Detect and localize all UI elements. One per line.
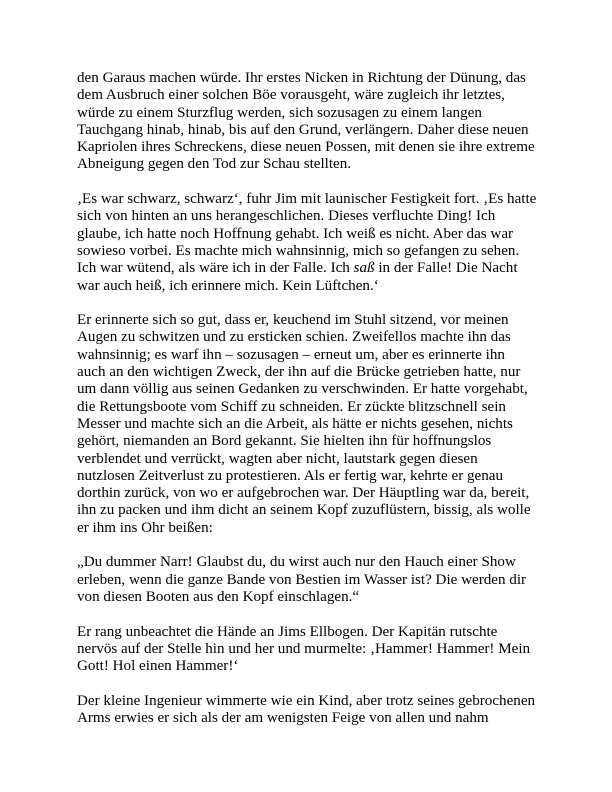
paragraph-2-text-end: in der Falle! Die Nacht war auch heiß, ich erinnere mich. Kein Lüftchen.‘ (77, 260, 518, 294)
paragraph-5: Er rang unbeachtet die Hände an Jims Ellbogen. Der Kapitän rutschte nervös auf der Stelle hin und her und murmelte: ‚Hammer! Hammer! Mein Gott! Hol einen Hammer!‘ (77, 623, 531, 675)
paragraph-2-text-start: ‚Es war schwarz, schwarz‘, fuhr Jim mit launischer Festigkeit fort. ‚Es hatte sich von hinten an uns herangeschlichen. Dieses verfluchte Ding! Ich glaube, ich hatte noch Hoffnung gehabt. Ich weiß es nicht. Aber das war sowieso vorbei. Es machte mich wahnsinnig, mich so gefangen zu sehen. Ich war wütend, als wäre ich in der Falle. Ich (77, 191, 537, 277)
paragraph-1: den Garaus machen würde. Ihr erstes Nicken in Richtung der Dünung, das dem Ausbruch einer solchen Böe vorausgeht, wäre zugleich ihr letztes, würde zu einem Sturzflug werden, sich sozusagen zu einem langen Tauchgang hinab, hinab, bis auf den Grund, verlängern. Daher diese neuen Kapriolen ihres Schreckens, diese neuen Possen, mit denen sie ihre extreme Abneigung gegen den Tod zur Schau stellten. (77, 70, 535, 173)
emphasized-word: saß (353, 260, 375, 277)
paragraph-2 (77, 191, 537, 295)
paragraph-6: Der kleine Ingenieur wimmerte wie ein Kind, aber trotz seines gebrochenen Arms erwies er sich als der am wenigsten Feige von allen und nahm (77, 692, 536, 726)
paragraph-3: Er erinnerte sich so gut, dass er, keuchend im Stuhl sitzend, vor meinen Augen zu schwitzen und zu ersticken schien. Zweifellos machte ihn das wahnsinnig; es warf ihn – sozusagen – erneut um, aber es erinnerte ihn auch an den wichtigen Zweck, der ihn auf die Brücke getrieben hatte, nur um dann völlig aus seinen Gedanken zu verschwinden. Er hatte vorgehabt, die Rettungsboote vom Schiff zu schneiden. Er zückte blitzschnell sein Messer und machte sich an die Arbeit, als hätte er nichts gesehen, nichts gehört, niemanden an Bord gekannt. Sie hielten ihn für hoffnungslos verblendet und verrückt, wagten aber nicht, lautstark gegen diesen nutzlosen Zeitverlust zu protestieren. Als er fertig war, kehrte er genau dorthin zurück, von wo er aufgebrochen war. Der Häuptling war da, bereit, ihn zu packen und ihm dicht an seinem Kopf zuzuflüstern, bissig, als wolle er ihm ins Ohr beißen: (77, 312, 531, 536)
document-page (77, 70, 537, 727)
paragraph-4: „Du dummer Narr! Glaubst du, du wirst auch nur den Hauch einer Show erleben, wenn die ganze Bande von Bestien im Wasser ist? Die werden dir von diesen Booten aus den Kopf einschlagen.“ (77, 554, 527, 605)
